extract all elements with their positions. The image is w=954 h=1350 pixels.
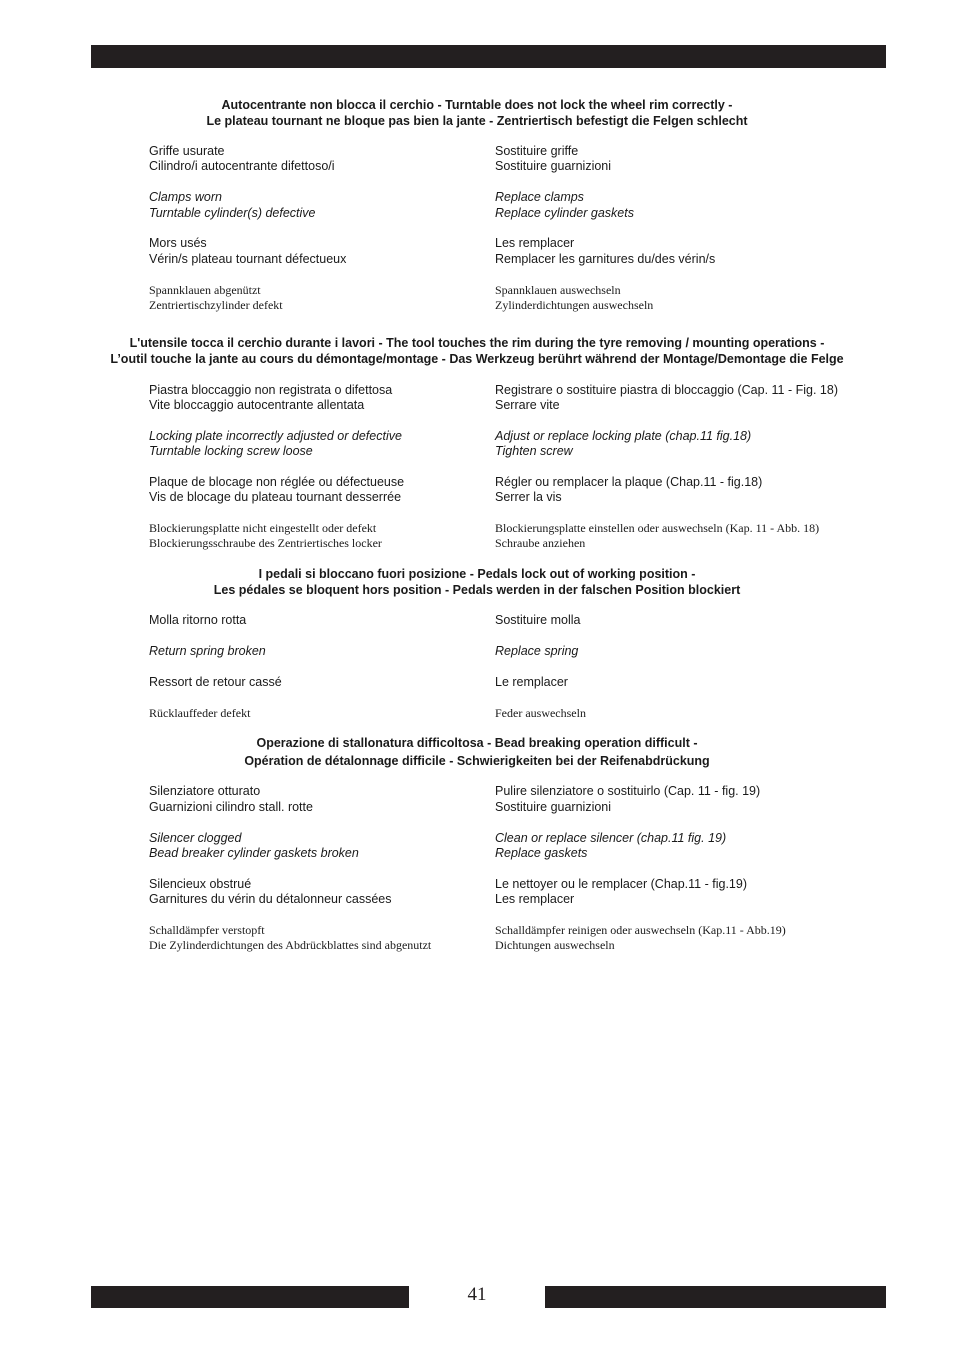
cause-line: Blockierungsplatte nicht eingestellt oder defekt [149,521,377,535]
remedy-line: Le remplacer [495,675,568,689]
section-heading [60,735,894,769]
remedy-line: Replace spring [495,644,579,658]
remedy-line: Sostituire guarnizioni [495,800,612,814]
remedy-line: Clean or replace silencer (chap.11 fig. 19) [495,831,727,845]
cause-line: Rücklauffeder defekt [149,706,251,720]
cause-line: Spannklauen abgenützt [149,283,261,297]
cause-line: Locking plate incorrectly adjusted or defective [149,429,402,443]
section-heading [60,97,894,129]
heading-line: Le plateau tournant ne bloque pas bien la jante - Zentriertisch befestigt die Felgen schlecht [206,114,748,128]
remedy-line: Adjust or replace locking plate (chap.11 fig.18) [495,429,752,443]
remedy-line: Sostituire griffe [495,144,579,158]
remedy-line: Replace clamps [495,190,584,204]
cause-line: Molla ritorno rotta [149,613,247,627]
footer-bar-left [91,1286,409,1308]
cause-line: Clamps worn [149,190,222,204]
cause-line: Die Zylinderdichtungen des Abdrückblattes sind abgenutzt [149,938,432,952]
remedy-line: Serrer la vis [495,490,562,504]
cause-line: Blockierungsschraube des Zentriertisches locker [149,536,382,550]
cause-line: Mors usés [149,236,207,250]
cause-line: Vérin/s plateau tournant défectueux [149,252,347,266]
cause-line: Griffe usurate [149,144,225,158]
remedy-line: Replace cylinder gaskets [495,206,634,220]
remedy-line: Serrare vite [495,398,560,412]
heading-line: L’outil touche la jante au cours du démontage/montage - Das Werkzeug berührt während der Montage/Demontage die Felge [110,352,844,366]
cause-line: Vis de blocage du plateau tournant desserrée [149,490,402,504]
remedy-line: Les remplacer [495,236,575,250]
heading-line: Autocentrante non blocca il cerchio - Turntable does not lock the wheel rim correctly - [221,98,733,112]
cause-line: Turntable locking screw loose [149,444,313,458]
page-number: 41 [467,1284,487,1305]
cause-line: Silencieux obstrué [149,877,252,891]
header-bar [91,45,886,68]
cause-line: Vite bloccaggio autocentrante allentata [149,398,365,412]
heading-line: Les pédales se bloquent hors position - Pedals werden in der falschen Position blockiert [213,583,741,597]
cause-line: Cilindro/i autocentrante difettoso/i [149,159,335,173]
heading-line: I pedali si bloccano fuori posizione - Pedals lock out of working position - [258,567,696,581]
cause-line: Return spring broken [149,644,266,658]
cause-line: Schalldämpfer verstopft [149,923,265,937]
remedy-line: Remplacer les garnitures du/des vérin/s [495,252,716,266]
remedy-line: Spannklauen auswechseln [495,283,621,297]
heading-line: Operazione di stallonatura difficoltosa - Bead breaking operation difficult - [256,736,698,750]
remedy-line: Le nettoyer ou le remplacer (Chap.11 - fig.19) [495,877,747,891]
cause-line: Plaque de blocage non réglée ou défectueuse [149,475,405,489]
remedy-line: Zylinderdichtungen auswechseln [495,298,654,312]
remedy-line: Schalldämpfer reinigen oder auswechseln (Kap.11 - Abb.19) [495,923,786,937]
cause-line: Ressort de retour cassé [149,675,282,689]
remedy-line: Blockierungsplatte einstellen oder auswechseln (Kap. 11 - Abb. 18) [495,521,820,535]
remedy-line: Sostituire molla [495,613,581,627]
cause-line: Silencer clogged [149,831,242,845]
remedy-line: Dichtungen auswechseln [495,938,615,952]
remedy-line: Registrare o sostituire piastra di bloccaggio (Cap. 11 - Fig. 18) [495,383,838,397]
cause-line: Zentriertischzylinder defekt [149,298,283,312]
cause-line: Garnitures du vérin du détalonneur cassées [149,892,392,906]
remedy-line: Feder auswechseln [495,706,586,720]
remedy-line: Replace gaskets [495,846,588,860]
section-heading [60,335,894,367]
remedy-line: Pulire silenziatore o sostituirlo (Cap. 11 - fig. 19) [495,784,761,798]
heading-line: L'utensile tocca il cerchio durante i lavori - The tool touches the rim during the tyre removing / mounting operations - [129,336,825,350]
footer-bar-right [545,1286,886,1308]
remedy-line: Sostituire guarnizioni [495,159,612,173]
remedy-line: Schraube anziehen [495,536,586,550]
remedy-line: Tighten screw [495,444,573,458]
remedy-line: Les remplacer [495,892,575,906]
remedy-line: Régler ou remplacer la plaque (Chap.11 - fig.18) [495,475,763,489]
cause-line: Piastra bloccaggio non registrata o difettosa [149,383,393,397]
cause-line: Silenziatore otturato [149,784,261,798]
cause-line: Bead breaker cylinder gaskets broken [149,846,359,860]
heading-line: Opération de détalonnage difficile - Schwierigkeiten bei der Reifenabdrückung [244,754,710,768]
cause-line: Turntable cylinder(s) defective [149,206,316,220]
cause-line: Guarnizioni cilindro stall. rotte [149,800,313,814]
section-heading [60,566,894,598]
